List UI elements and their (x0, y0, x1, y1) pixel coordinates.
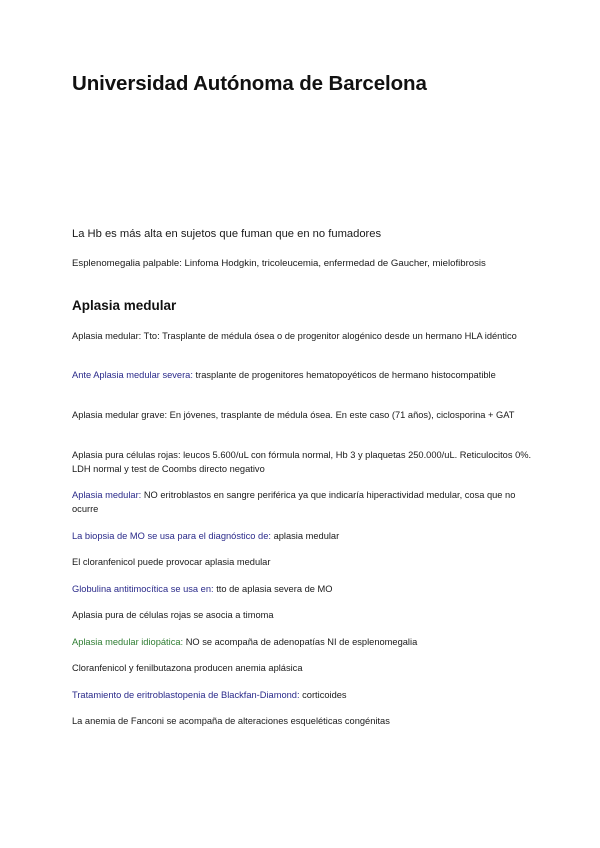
note-lead: La biopsia de MO se usa para el diagnóstico de: (72, 531, 271, 541)
note-2 (72, 368, 532, 382)
note-lead: Ante Aplasia medular severa: (72, 370, 193, 380)
note-1 (72, 329, 532, 343)
note-3 (72, 408, 532, 422)
note-8 (72, 582, 532, 596)
note-13 (72, 714, 532, 728)
note-text: NO se acompaña de adenopatías NI de esplenomegalia (183, 637, 418, 647)
note-7 (72, 555, 532, 569)
note-text: Aplasia medular: Tto: Trasplante de médula ósea o de progenitor alogénico desde un hermano HLA idéntico (72, 331, 517, 341)
note-text: La anemia de Fanconi se acompaña de alteraciones esqueléticas congénitas (72, 716, 390, 726)
note-4 (72, 448, 532, 476)
note-10 (72, 635, 532, 649)
intro-line-hb: La Hb es más alta en sujetos que fuman que en no fumadores (72, 228, 382, 240)
note-text: Aplasia pura de células rojas se asocia a timoma (72, 610, 274, 620)
note-lead: Tratamiento de eritroblastopenia de Blackfan-Diamond: (72, 690, 300, 700)
note-lead: Aplasia medular: (72, 490, 142, 500)
note-5 (72, 488, 532, 516)
note-11 (72, 661, 532, 675)
note-lead: Aplasia medular idiopática: (72, 637, 184, 647)
note-12 (72, 688, 532, 702)
section-heading: Aplasia medular (72, 298, 177, 313)
note-text: trasplante de progenitores hematopoyéticos de hermano histocompatible (192, 370, 496, 380)
note-text: El cloranfenicol puede provocar aplasia medular (72, 557, 271, 567)
note-text: tto de aplasia severa de MO (213, 584, 333, 594)
intro-line-esplenomegalia: Esplenomegalia palpable: Linfoma Hodgkin, tricoleucemia, enfermedad de Gaucher, mielofibrosis (72, 258, 486, 269)
note-6 (72, 529, 532, 543)
note-9 (72, 608, 532, 622)
note-text: Aplasia medular grave: En jóvenes, trasplante de médula ósea. En este caso (71 años), ciclosporina + GAT (72, 410, 515, 420)
note-text: aplasia medular (270, 531, 340, 541)
page-title: Universidad Autónoma de Barcelona (72, 72, 427, 95)
note-text: NO eritroblastos en sangre periférica ya que indicaría hiperactividad medular, cosa que no ocurre (72, 490, 516, 514)
note-text: Cloranfenicol y fenilbutazona producen anemia aplásica (72, 663, 303, 673)
note-text: Aplasia pura células rojas: leucos 5.600/uL con fórmula normal, Hb 3 y plaquetas 250.000/uL. Reticulocitos 0%. LDH normal y test de Coombs directo negativo (72, 450, 532, 474)
note-lead: Globulina antitimocítica se usa en: (72, 584, 214, 594)
note-text: corticoides (299, 690, 347, 700)
